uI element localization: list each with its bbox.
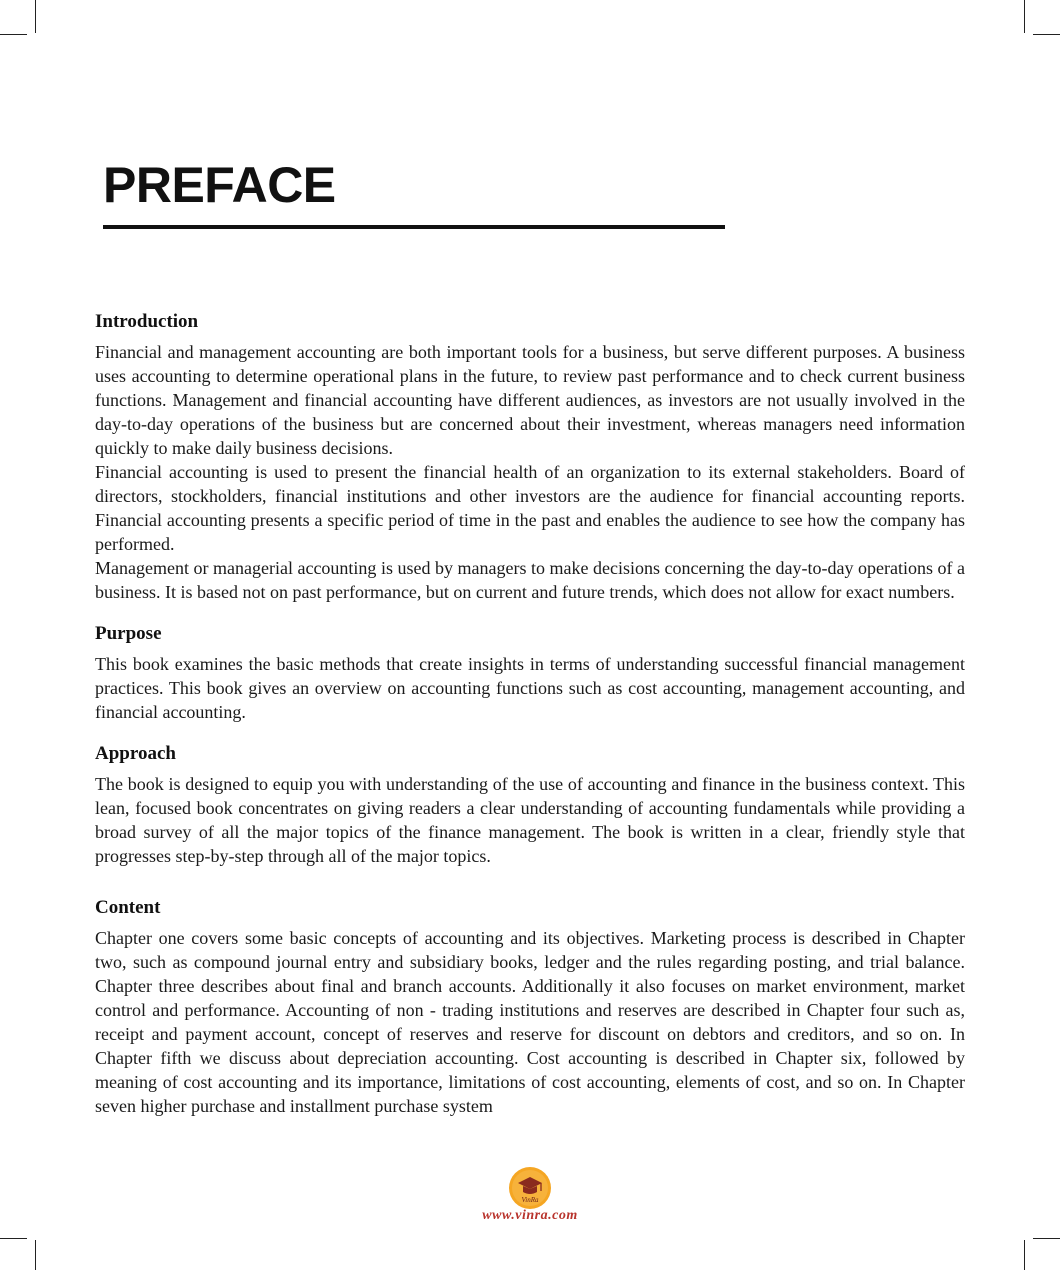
section-introduction (95, 308, 965, 604)
paragraph: Management or managerial accounting is used by managers to make decisions concerning the day-to-day operations of a business. It is based not on past performance, but on current and future trends, which does not allow for exact numbers. (95, 558, 965, 602)
graduation-cap-icon (508, 1166, 552, 1210)
crop-mark-bottom-right-horizontal (1033, 1238, 1060, 1239)
paragraph: This book examines the basic methods that create insights in terms of understanding successful financial management practices. This book gives an overview on accounting functions such as cost accounting, management accounting, and financial accounting. (95, 654, 965, 722)
paragraph: Financial and management accounting are both important tools for a business, but serve different purposes. A business uses accounting to determine operational plans in the future, to review past performance and to check current business functions. Management and financial accounting have different audiences, as investors are not usually involved in the day-to-day operations of the business but are concerned about their investment, whereas managers need information quickly to make daily business decisions. (95, 342, 965, 458)
section-heading: Introduction (95, 311, 199, 332)
crop-mark-top-left-horizontal (0, 34, 27, 35)
logo-text: VinRa (521, 1196, 539, 1204)
crop-mark-top-right-vertical (1024, 0, 1025, 33)
title-underline (103, 225, 725, 229)
crop-mark-top-left-vertical (35, 0, 36, 33)
crop-mark-bottom-right-vertical (1024, 1240, 1025, 1270)
website-url: www.vinra.com (482, 1208, 578, 1223)
paragraph: Chapter one covers some basic concepts of accounting and its objectives. Marketing process is described in Chapter two, such as compound journal entry and subsidiary books, ledger and the rules regarding posting, and trial balance. Chapter three describes about final and branch accounts. Additionally it also focuses on market environment, market control and performance. Accounting of non - trading institutions and reserves are described in Chapter four such as, receipt and payment account, concept of reserves and reserve for discount on debtors and creditors, and so on. In Chapter fifth we discuss about depreciation accounting. Cost accounting is described in Chapter six, followed by meaning of cost accounting and its importance, limitations of cost accounting, elements of cost, and so on. In Chapter seven higher purchase and installment purchase system (95, 928, 965, 1116)
crop-mark-bottom-left-vertical (35, 1240, 36, 1270)
section-heading: Approach (95, 743, 176, 764)
section-content (95, 894, 965, 1118)
preface-body (95, 308, 965, 1134)
page-title: PREFACE (103, 157, 336, 213)
section-approach (95, 740, 965, 868)
section-purpose (95, 620, 965, 724)
paragraph: The book is designed to equip you with understanding of the use of accounting and finance in the business context. This lean, focused book concentrates on giving readers a clear understanding of accounting fundamentals while providing a broad survey of all the major topics of the finance management. The book is written in a clear, friendly style that progresses step-by-step through all of the major topics. (95, 774, 965, 866)
paragraph: Financial accounting is used to present the financial health of an organization to its external stakeholders. Board of directors, stockholders, financial institutions and other investors are the audience for financial accounting reports. Financial accounting presents a specific period of time in the past and enables the audience to see how the company has performed. (95, 462, 965, 554)
crop-mark-bottom-left-horizontal (0, 1238, 27, 1239)
section-heading: Content (95, 897, 161, 918)
section-heading: Purpose (95, 623, 162, 644)
crop-mark-top-right-horizontal (1033, 34, 1060, 35)
